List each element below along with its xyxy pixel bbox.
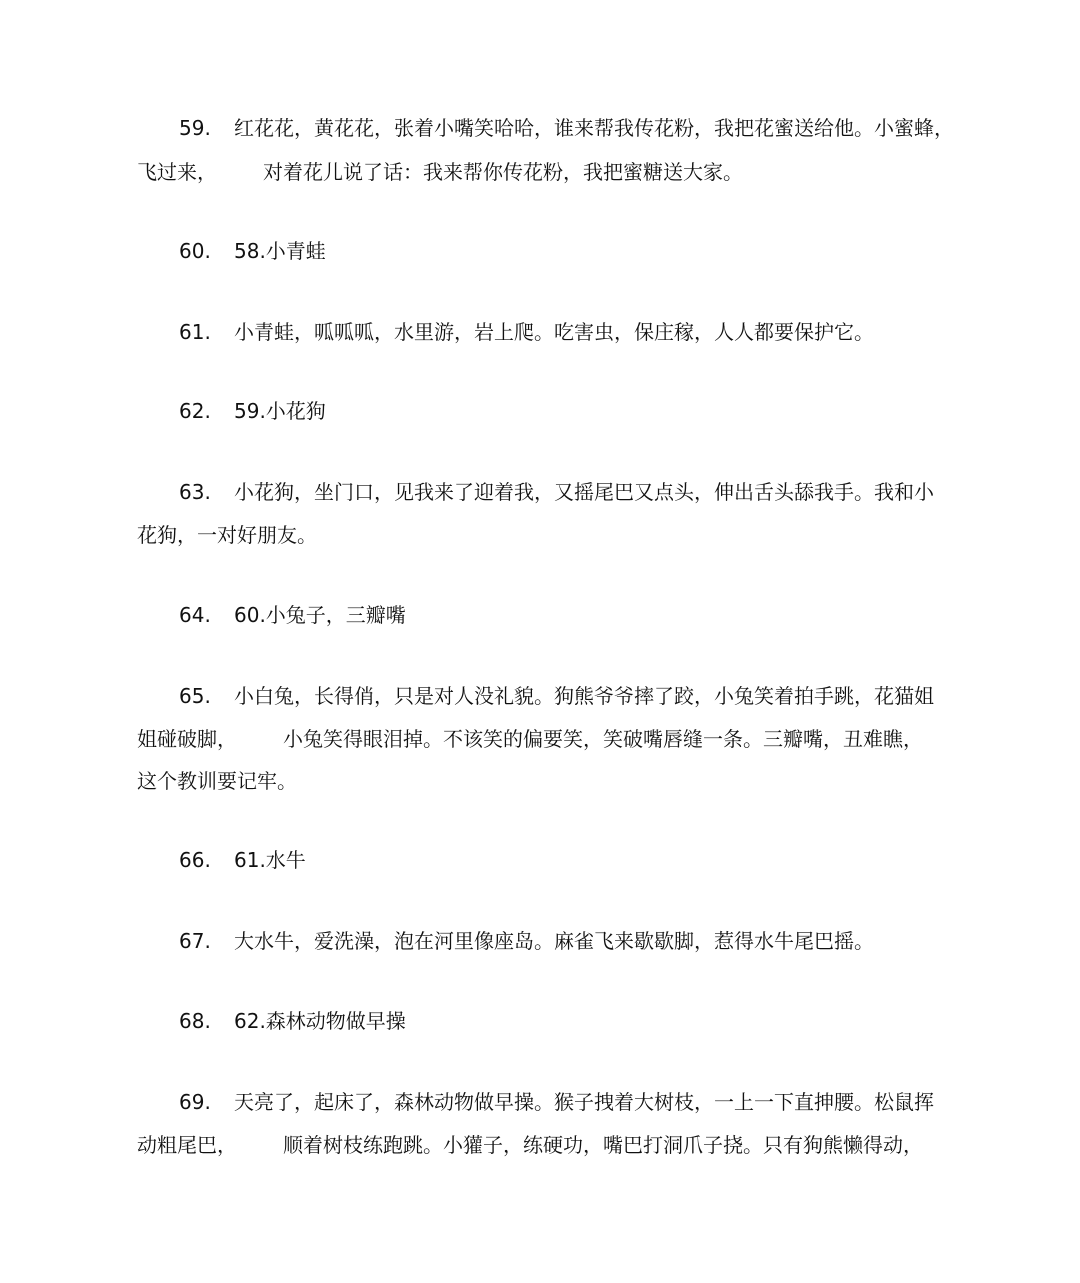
item-number: 67. <box>179 929 211 953</box>
paragraph-text: 姐碰破脚， <box>137 727 237 751</box>
paragraph-text: 动粗尾巴， <box>137 1133 237 1157</box>
paragraph-text: 对着花儿说了话：我来帮你传花粉，我把蜜糖送大家。 <box>263 160 743 184</box>
list-item <box>137 399 957 423</box>
list-item-continuation <box>137 1133 957 1157</box>
section-heading: 62.森林动物做早操 <box>234 1009 406 1033</box>
list-item <box>137 480 957 504</box>
paragraph-text: 小白兔，长得俏，只是对人没礼貌。狗熊爷爷摔了跤，小兔笑着拍手跳，花猫姐 <box>234 684 934 708</box>
list-item <box>137 929 957 953</box>
list-item <box>137 684 957 708</box>
paragraph-text: 小花狗，坐门口，见我来了迎着我，又摇尾巴又点头，伸出舌头舔我手。我和小 <box>234 480 934 504</box>
list-item <box>137 1009 957 1033</box>
list-item <box>137 239 957 263</box>
section-heading: 58.小青蛙 <box>234 239 326 263</box>
paragraph-text: 天亮了，起床了，森林动物做早操。猴子拽着大树枝，一上一下直抻腰。松鼠挥 <box>234 1090 934 1114</box>
item-number: 61. <box>179 320 211 344</box>
list-item-continuation <box>137 769 957 793</box>
item-number: 66. <box>179 848 211 872</box>
section-heading: 59.小花狗 <box>234 399 326 423</box>
item-number: 69. <box>179 1090 211 1114</box>
list-item <box>137 320 957 344</box>
list-item <box>137 1090 957 1114</box>
list-item <box>137 603 957 627</box>
paragraph-text: 飞过来， <box>137 160 217 184</box>
paragraph-text: 大水牛，爱洗澡，泡在河里像座岛。麻雀飞来歇歇脚，惹得水牛尾巴摇。 <box>234 929 874 953</box>
section-heading: 60.小兔子，三瓣嘴 <box>234 603 406 627</box>
paragraph-text: 花狗，一对好朋友。 <box>137 523 317 547</box>
list-item-continuation <box>137 523 957 547</box>
item-number: 63. <box>179 480 211 504</box>
paragraph-text: 小青蛙，呱呱呱，水里游，岩上爬。吃害虫，保庄稼，人人都要保护它。 <box>234 320 874 344</box>
paragraph-text: 小兔笑得眼泪掉。不该笑的偏要笑，笑破嘴唇缝一条。三瓣嘴，丑难瞧， <box>283 727 923 751</box>
item-number: 62. <box>179 399 211 423</box>
paragraph-text: 红花花，黄花花，张着小嘴笑哈哈，谁来帮我传花粉，我把花蜜送给他。小蜜蜂， <box>234 116 954 140</box>
list-item-continuation <box>137 160 957 184</box>
item-number: 64. <box>179 603 211 627</box>
list-item <box>137 848 957 872</box>
list-item <box>137 116 957 140</box>
item-number: 59. <box>179 116 211 140</box>
item-number: 65. <box>179 684 211 708</box>
item-number: 60. <box>179 239 211 263</box>
section-heading: 61.水牛 <box>234 848 306 872</box>
paragraph-text: 这个教训要记牢。 <box>137 769 297 793</box>
item-number: 68. <box>179 1009 211 1033</box>
paragraph-text: 顺着树枝练跑跳。小獾子，练硬功，嘴巴打洞爪子挠。只有狗熊懒得动， <box>283 1133 923 1157</box>
list-item-continuation <box>137 727 957 751</box>
